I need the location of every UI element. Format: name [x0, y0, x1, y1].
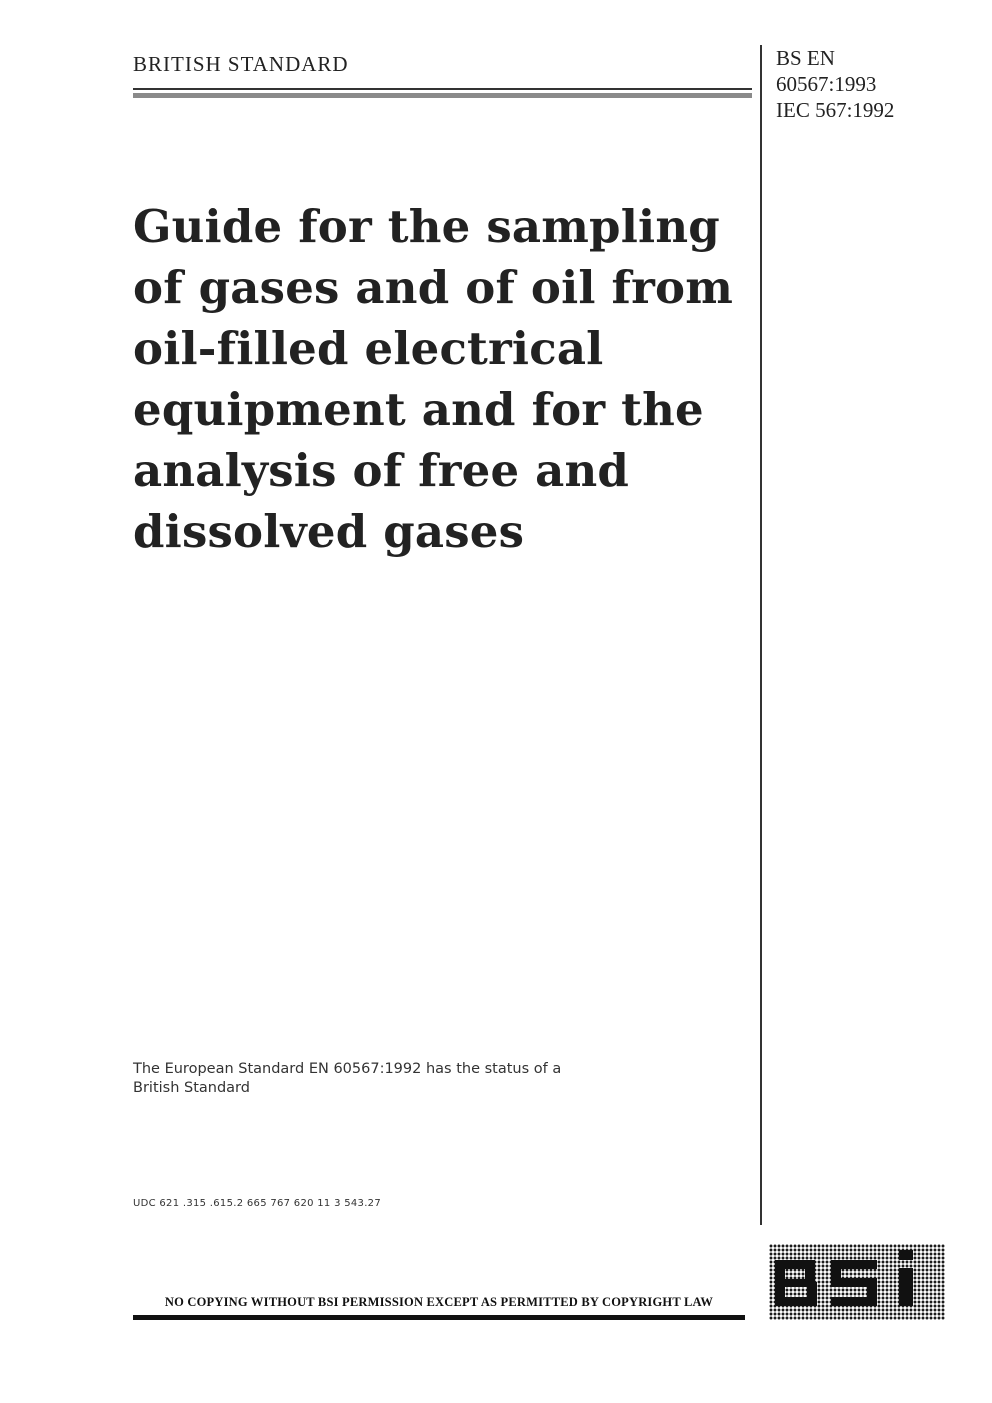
udc-classification: UDC 621 .315 .615.2 665 767 620 11 3 543.27 [133, 1198, 382, 1209]
status-statement [133, 1060, 653, 1098]
document-title [133, 196, 753, 562]
title-line: dissolved gases [133, 505, 525, 558]
header-rule-thick [133, 93, 752, 98]
title-line: analysis of free and [133, 444, 630, 497]
status-line: The European Standard EN 60567:1992 has the status of a [133, 1061, 562, 1077]
bsi-logo-icon [769, 1244, 945, 1320]
copyright-notice: NO COPYING WITHOUT BSI PERMISSION EXCEPT AS PERMITTED BY COPYRIGHT LAW [164, 1295, 714, 1309]
standard-code-iec: IEC 567:1992 [776, 98, 895, 122]
standard-code-number: 60567:1993 [776, 72, 877, 96]
title-line: Guide for the sampling [133, 200, 720, 253]
status-line: British Standard [133, 1080, 250, 1096]
header-label: BRITISH STANDARD [133, 52, 349, 76]
title-line: equipment and for the [133, 383, 704, 436]
title-line: oil-filled electrical [133, 322, 604, 375]
footer-rule [133, 1315, 745, 1320]
header-rule-thin [133, 88, 752, 90]
vertical-divider [760, 45, 762, 1225]
standard-codes [776, 45, 894, 123]
title-line: of gases and of oil from [133, 261, 734, 314]
standard-code-bs-en: BS EN [776, 46, 835, 70]
